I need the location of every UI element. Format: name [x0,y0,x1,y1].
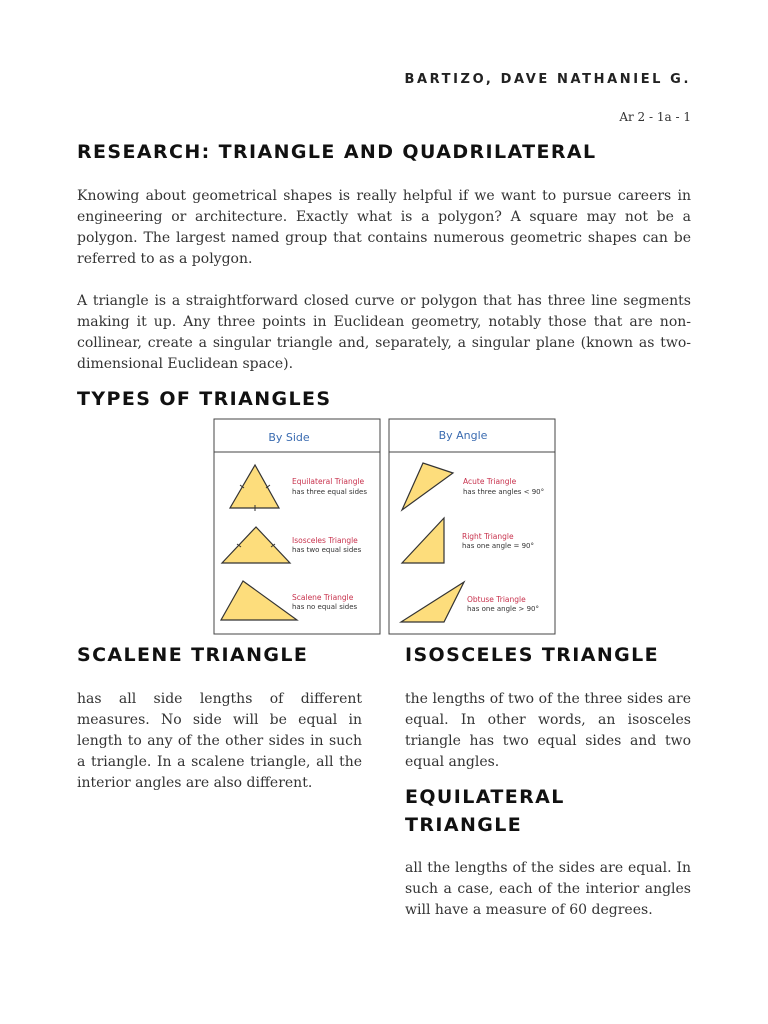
scalene-heading: SCALENE TRIANGLE [77,644,309,666]
equilateral-heading-line-2: TRIANGLE [405,814,523,836]
author-name: BARTIZO, DAVE NATHANIEL G. [404,72,691,87]
by-angle-header: By Angle [438,429,488,442]
isosceles-desc: has two equal sides [292,546,362,554]
intro-paragraph-2: A triangle is a straightforward closed curve or polygon that has three line segments making it up. Any three points in Euclidean geometry, notably those that are non-collinear, create a singular triangle and, separately, a singular plane (known as two-dimensional Euclidean space). [77,293,691,372]
isosceles-heading: ISOSCELES TRIANGLE [405,644,660,666]
equilateral-body: all the lengths of the sides are equal. In such a case, each of the interior angles will have a measure of 60 degrees. [405,860,691,918]
right-desc: has one angle = 90° [462,542,534,550]
scalene-label: Scalene Triangle [292,593,354,602]
equilateral-heading [405,783,565,839]
equilateral-heading-line-1: EQUILATERAL [405,786,565,808]
right-label: Right Triangle [462,532,514,541]
obtuse-desc: has one angle > 90° [467,605,539,613]
equilateral-label: Equilateral Triangle [292,477,365,486]
equilateral-desc: has three equal sides [292,488,367,496]
triangle-types-chart [213,418,557,636]
scalene-desc: has no equal sides [292,603,358,611]
isosceles-body: the lengths of two of the three sides are equal. In other words, an isosceles triangle has two equal sides and two equal angles. [405,691,691,770]
section-code: Ar 2 - 1a - 1 [619,110,691,124]
isosceles-label: Isosceles Triangle [292,536,358,545]
obtuse-label: Obtuse Triangle [467,595,526,604]
types-heading: TYPES OF TRIANGLES [77,388,332,410]
acute-label: Acute Triangle [463,477,517,486]
by-side-header: By Side [268,431,310,444]
page-title: RESEARCH: TRIANGLE AND QUADRILATERAL [77,141,597,163]
acute-desc: has three angles < 90° [463,488,545,496]
triangle-types-figure [213,418,557,640]
intro-paragraph-1: Knowing about geometrical shapes is really helpful if we want to pursue careers in engineering or architecture. Exactly what is a polygon? A square may not be a polygon. The largest named group that contains numerous geometric shapes can be referred to as a polygon. [77,188,691,267]
scalene-body: has all side lengths of different measures. No side will be equal in length to any of the other sides in such a triangle. In a scalene triangle, all the interior angles are also different. [77,691,362,791]
